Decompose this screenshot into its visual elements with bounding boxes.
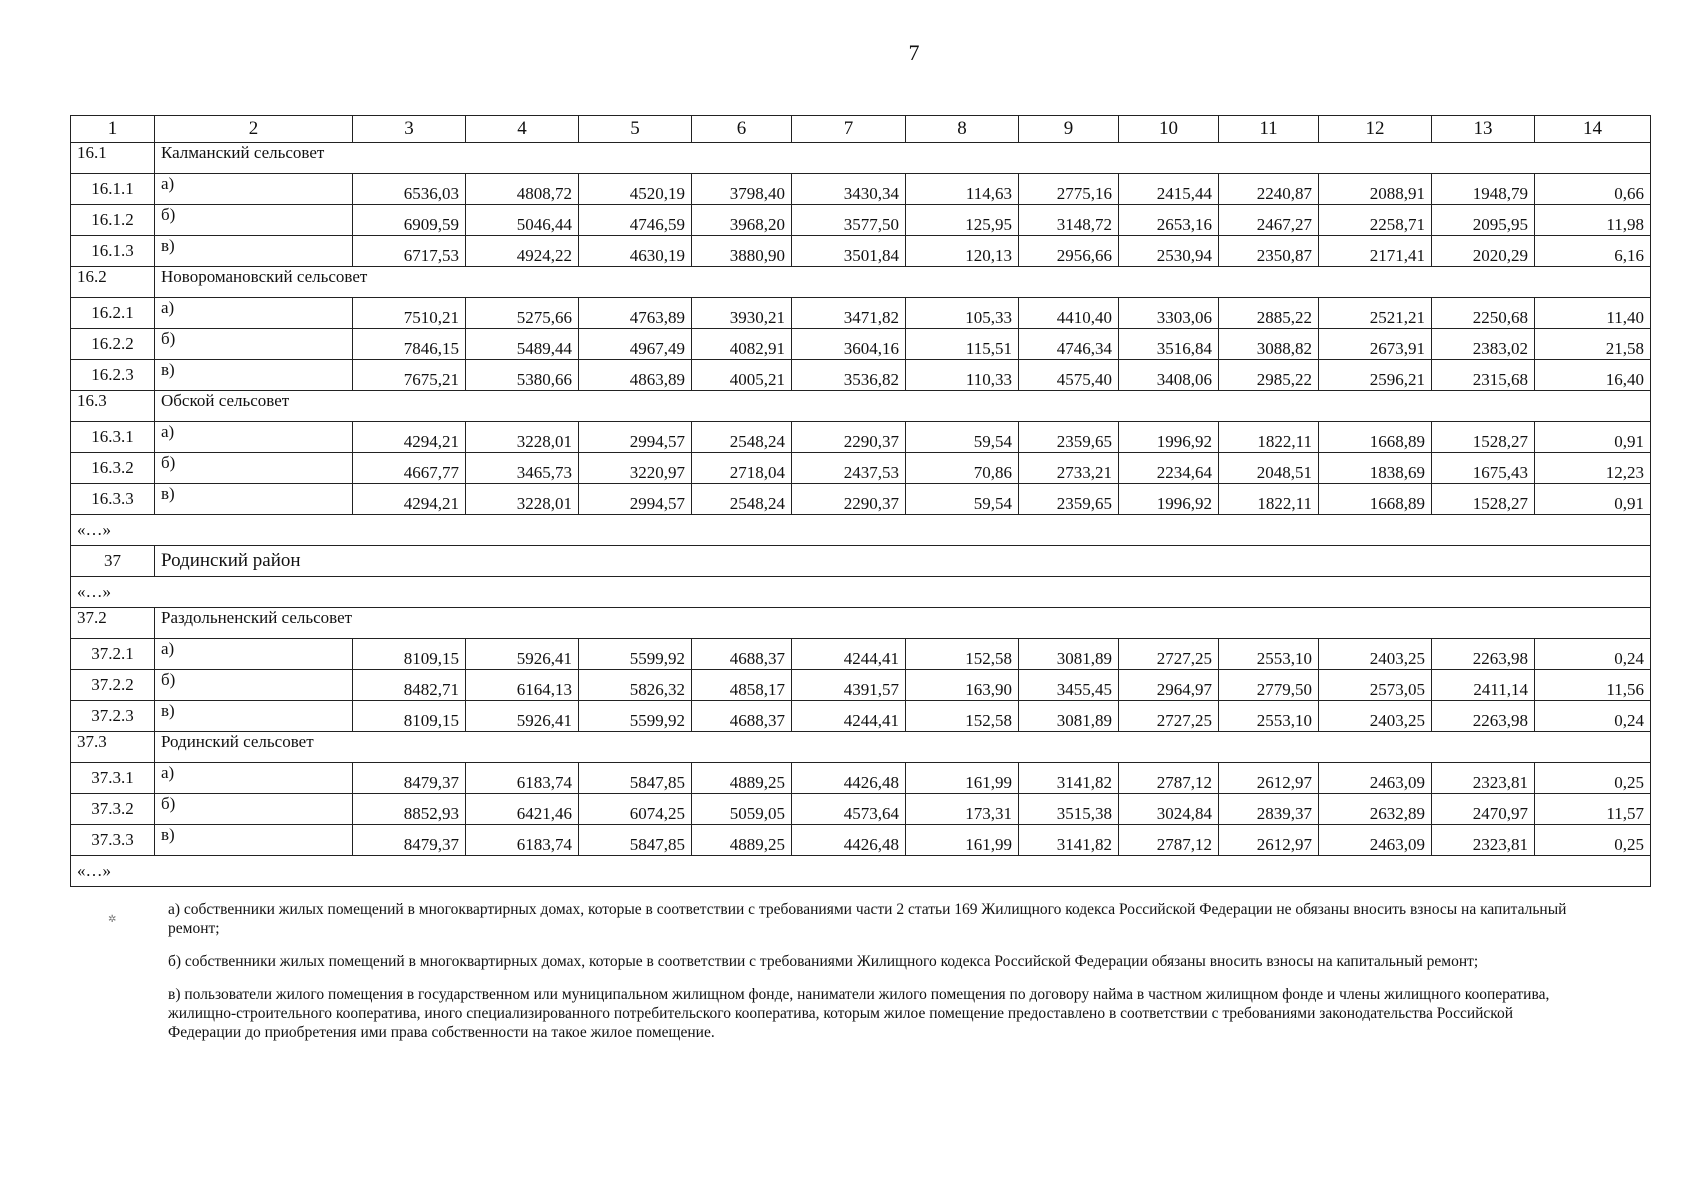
table-row xyxy=(71,360,1651,391)
table-row xyxy=(71,484,1651,515)
value-cell: 2290,37 xyxy=(792,422,906,453)
value-cell: 2240,87 xyxy=(1219,174,1319,205)
row-category-letter: в) xyxy=(155,236,353,267)
value-cell: 173,31 xyxy=(906,794,1019,825)
value-cell: 2171,41 xyxy=(1319,236,1432,267)
value-cell: 3303,06 xyxy=(1119,298,1219,329)
value-cell: 21,58 xyxy=(1535,329,1651,360)
value-cell: 8109,15 xyxy=(353,639,466,670)
footnote-c: в) пользователи жилого помещения в государственном или муниципальном жилищном фонде, наниматели жилого помещения по договору найма в частном жилищном фонде и члены жилищного кооператива, жилищно-строительного кооператива, иного специализированного потребительского кооператива, которым жилое помещение предоставлено в соответствии с требованиями законодательства Российской Федерации до приобретения ими права собственности на такое жилое помещение. xyxy=(168,986,1550,1041)
column-header: 1 xyxy=(71,116,155,143)
row-category-letter: а) xyxy=(155,422,353,453)
row-category-letter: а) xyxy=(155,174,353,205)
value-cell: 2885,22 xyxy=(1219,298,1319,329)
value-cell: 7846,15 xyxy=(353,329,466,360)
value-cell: 3516,84 xyxy=(1119,329,1219,360)
value-cell: 4763,89 xyxy=(579,298,692,329)
row-category-letter: а) xyxy=(155,298,353,329)
value-cell: 114,63 xyxy=(906,174,1019,205)
column-header: 3 xyxy=(353,116,466,143)
value-cell: 4808,72 xyxy=(466,174,579,205)
value-cell: 5599,92 xyxy=(579,701,692,732)
value-cell: 3604,16 xyxy=(792,329,906,360)
row-category-letter: а) xyxy=(155,763,353,794)
value-cell: 2985,22 xyxy=(1219,360,1319,391)
column-header: 11 xyxy=(1219,116,1319,143)
value-cell: 2718,04 xyxy=(692,453,792,484)
value-cell: 2383,02 xyxy=(1432,329,1535,360)
column-header: 2 xyxy=(155,116,353,143)
section-row xyxy=(71,267,1651,298)
value-cell: 4924,22 xyxy=(466,236,579,267)
value-cell: 2350,87 xyxy=(1219,236,1319,267)
value-cell: 2956,66 xyxy=(1019,236,1119,267)
value-cell: 3141,82 xyxy=(1019,763,1119,794)
value-cell: 5926,41 xyxy=(466,701,579,732)
value-cell: 1528,27 xyxy=(1432,422,1535,453)
value-cell: 1528,27 xyxy=(1432,484,1535,515)
value-cell: 1668,89 xyxy=(1319,484,1432,515)
row-code: 16.3.1 xyxy=(71,422,155,453)
value-cell: 5599,92 xyxy=(579,639,692,670)
value-cell: 2964,97 xyxy=(1119,670,1219,701)
value-cell: 2727,25 xyxy=(1119,639,1219,670)
value-cell: 4426,48 xyxy=(792,763,906,794)
value-cell: 3880,90 xyxy=(692,236,792,267)
value-cell: 5380,66 xyxy=(466,360,579,391)
section-code: 16.2 xyxy=(71,267,155,298)
value-cell: 8109,15 xyxy=(353,701,466,732)
footnote-a: а) собственники жилых помещений в многоквартирных домах, которые в соответствии с требованиями части 2 статьи 169 Жилищного кодекса Российской Федерации не обязаны вносить взносы на капитальный ремонт; xyxy=(168,901,1567,937)
row-category-letter: в) xyxy=(155,484,353,515)
table-row xyxy=(71,763,1651,794)
value-cell: 1822,11 xyxy=(1219,484,1319,515)
value-cell: 2787,12 xyxy=(1119,763,1219,794)
value-cell: 0,91 xyxy=(1535,422,1651,453)
value-cell: 5489,44 xyxy=(466,329,579,360)
column-header: 4 xyxy=(466,116,579,143)
tariff-table xyxy=(70,115,1651,887)
section-code: 37.3 xyxy=(71,732,155,763)
value-cell: 4858,17 xyxy=(692,670,792,701)
value-cell: 1668,89 xyxy=(1319,422,1432,453)
value-cell: 3148,72 xyxy=(1019,205,1119,236)
value-cell: 4082,91 xyxy=(692,329,792,360)
value-cell: 110,33 xyxy=(906,360,1019,391)
value-cell: 2020,29 xyxy=(1432,236,1535,267)
value-cell: 5826,32 xyxy=(579,670,692,701)
row-code: 37.3.3 xyxy=(71,825,155,856)
value-cell: 2403,25 xyxy=(1319,639,1432,670)
value-cell: 11,40 xyxy=(1535,298,1651,329)
district-row xyxy=(71,546,1651,577)
value-cell: 2632,89 xyxy=(1319,794,1432,825)
table-row xyxy=(71,670,1651,701)
column-header: 10 xyxy=(1119,116,1219,143)
district-name: Родинский район xyxy=(155,546,1651,577)
table-row xyxy=(71,639,1651,670)
value-cell: 0,24 xyxy=(1535,701,1651,732)
row-code: 16.2.1 xyxy=(71,298,155,329)
value-cell: 2323,81 xyxy=(1432,825,1535,856)
section-row xyxy=(71,608,1651,639)
value-cell: 2596,21 xyxy=(1319,360,1432,391)
value-cell: 8479,37 xyxy=(353,825,466,856)
value-cell: 2234,64 xyxy=(1119,453,1219,484)
value-cell: 2467,27 xyxy=(1219,205,1319,236)
value-cell: 5059,05 xyxy=(692,794,792,825)
value-cell: 3430,34 xyxy=(792,174,906,205)
row-category-letter: в) xyxy=(155,701,353,732)
value-cell: 11,56 xyxy=(1535,670,1651,701)
column-header: 13 xyxy=(1432,116,1535,143)
value-cell: 105,33 xyxy=(906,298,1019,329)
stray-mark: ✲ xyxy=(108,914,117,925)
row-category-letter: в) xyxy=(155,825,353,856)
section-name: Новоромановский сельсовет xyxy=(155,267,1651,298)
value-cell: 7510,21 xyxy=(353,298,466,329)
value-cell: 4294,21 xyxy=(353,422,466,453)
value-cell: 2994,57 xyxy=(579,422,692,453)
column-header: 14 xyxy=(1535,116,1651,143)
value-cell: 3471,82 xyxy=(792,298,906,329)
ellipsis-marker: «…» xyxy=(71,577,1651,608)
value-cell: 0,25 xyxy=(1535,763,1651,794)
value-cell: 11,57 xyxy=(1535,794,1651,825)
value-cell: 1996,92 xyxy=(1119,422,1219,453)
row-category-letter: б) xyxy=(155,205,353,236)
value-cell: 3228,01 xyxy=(466,484,579,515)
row-category-letter: в) xyxy=(155,360,353,391)
value-cell: 5847,85 xyxy=(579,763,692,794)
value-cell: 6421,46 xyxy=(466,794,579,825)
row-category-letter: а) xyxy=(155,639,353,670)
value-cell: 4410,40 xyxy=(1019,298,1119,329)
row-code: 16.3.3 xyxy=(71,484,155,515)
value-cell: 2359,65 xyxy=(1019,422,1119,453)
value-cell: 3024,84 xyxy=(1119,794,1219,825)
value-cell: 2733,21 xyxy=(1019,453,1119,484)
section-name: Раздольненский сельсовет xyxy=(155,608,1651,639)
row-code: 37.2.2 xyxy=(71,670,155,701)
value-cell: 2653,16 xyxy=(1119,205,1219,236)
table-row xyxy=(71,174,1651,205)
value-cell: 6183,74 xyxy=(466,825,579,856)
value-cell: 2359,65 xyxy=(1019,484,1119,515)
table-row xyxy=(71,298,1651,329)
row-code: 16.1.1 xyxy=(71,174,155,205)
value-cell: 4863,89 xyxy=(579,360,692,391)
value-cell: 1948,79 xyxy=(1432,174,1535,205)
value-cell: 6717,53 xyxy=(353,236,466,267)
value-cell: 120,13 xyxy=(906,236,1019,267)
table-row xyxy=(71,422,1651,453)
value-cell: 8479,37 xyxy=(353,763,466,794)
value-cell: 3455,45 xyxy=(1019,670,1119,701)
row-code: 37.3.1 xyxy=(71,763,155,794)
value-cell: 2727,25 xyxy=(1119,701,1219,732)
value-cell: 161,99 xyxy=(906,763,1019,794)
value-cell: 152,58 xyxy=(906,701,1019,732)
row-code: 16.2.2 xyxy=(71,329,155,360)
table-row xyxy=(71,236,1651,267)
value-cell: 1675,43 xyxy=(1432,453,1535,484)
section-code: 16.1 xyxy=(71,143,155,174)
row-category-letter: б) xyxy=(155,329,353,360)
value-cell: 2411,14 xyxy=(1432,670,1535,701)
table-row xyxy=(71,794,1651,825)
value-cell: 8482,71 xyxy=(353,670,466,701)
ellipsis-row xyxy=(71,515,1651,546)
value-cell: 4688,37 xyxy=(692,639,792,670)
value-cell: 2994,57 xyxy=(579,484,692,515)
value-cell: 2470,97 xyxy=(1432,794,1535,825)
value-cell: 2612,97 xyxy=(1219,763,1319,794)
value-cell: 4244,41 xyxy=(792,639,906,670)
value-cell: 4391,57 xyxy=(792,670,906,701)
column-header: 9 xyxy=(1019,116,1119,143)
value-cell: 5046,44 xyxy=(466,205,579,236)
value-cell: 3465,73 xyxy=(466,453,579,484)
ellipsis-marker: «…» xyxy=(71,856,1651,887)
value-cell: 7675,21 xyxy=(353,360,466,391)
value-cell: 163,90 xyxy=(906,670,1019,701)
value-cell: 70,86 xyxy=(906,453,1019,484)
value-cell: 6074,25 xyxy=(579,794,692,825)
value-cell: 11,98 xyxy=(1535,205,1651,236)
value-cell: 0,91 xyxy=(1535,484,1651,515)
value-cell: 5847,85 xyxy=(579,825,692,856)
row-code: 37.2.1 xyxy=(71,639,155,670)
value-cell: 4294,21 xyxy=(353,484,466,515)
column-header: 6 xyxy=(692,116,792,143)
value-cell: 2673,91 xyxy=(1319,329,1432,360)
value-cell: 1996,92 xyxy=(1119,484,1219,515)
value-cell: 4005,21 xyxy=(692,360,792,391)
row-category-letter: б) xyxy=(155,794,353,825)
value-cell: 0,24 xyxy=(1535,639,1651,670)
value-cell: 6909,59 xyxy=(353,205,466,236)
value-cell: 3501,84 xyxy=(792,236,906,267)
table-body xyxy=(71,143,1651,887)
row-code: 16.1.3 xyxy=(71,236,155,267)
column-header: 7 xyxy=(792,116,906,143)
value-cell: 2263,98 xyxy=(1432,701,1535,732)
value-cell: 5275,66 xyxy=(466,298,579,329)
value-cell: 8852,93 xyxy=(353,794,466,825)
section-row xyxy=(71,732,1651,763)
value-cell: 6164,13 xyxy=(466,670,579,701)
column-header: 5 xyxy=(579,116,692,143)
footnotes xyxy=(168,900,1588,1056)
section-code: 37.2 xyxy=(71,608,155,639)
value-cell: 4244,41 xyxy=(792,701,906,732)
value-cell: 3088,82 xyxy=(1219,329,1319,360)
value-cell: 59,54 xyxy=(906,422,1019,453)
value-cell: 1838,69 xyxy=(1319,453,1432,484)
value-cell: 2573,05 xyxy=(1319,670,1432,701)
section-row xyxy=(71,143,1651,174)
section-row xyxy=(71,391,1651,422)
value-cell: 4889,25 xyxy=(692,763,792,794)
value-cell: 2463,09 xyxy=(1319,825,1432,856)
value-cell: 2315,68 xyxy=(1432,360,1535,391)
value-cell: 2095,95 xyxy=(1432,205,1535,236)
value-cell: 2403,25 xyxy=(1319,701,1432,732)
value-cell: 4746,34 xyxy=(1019,329,1119,360)
table-row xyxy=(71,329,1651,360)
value-cell: 0,66 xyxy=(1535,174,1651,205)
value-cell: 2779,50 xyxy=(1219,670,1319,701)
footnote-b: б) собственники жилых помещений в многоквартирных домах, которые в соответствии с требованиями Жилищного кодекса Российской Федерации обязаны вносить взносы на капитальный ремонт; xyxy=(168,953,1479,970)
value-cell: 0,25 xyxy=(1535,825,1651,856)
value-cell: 3515,38 xyxy=(1019,794,1119,825)
ellipsis-row xyxy=(71,856,1651,887)
value-cell: 2048,51 xyxy=(1219,453,1319,484)
value-cell: 2290,37 xyxy=(792,484,906,515)
value-cell: 3798,40 xyxy=(692,174,792,205)
value-cell: 3408,06 xyxy=(1119,360,1219,391)
row-code: 16.2.3 xyxy=(71,360,155,391)
row-code: 16.3.2 xyxy=(71,453,155,484)
value-cell: 2437,53 xyxy=(792,453,906,484)
value-cell: 2415,44 xyxy=(1119,174,1219,205)
row-code: 37.3.2 xyxy=(71,794,155,825)
value-cell: 3536,82 xyxy=(792,360,906,391)
value-cell: 4630,19 xyxy=(579,236,692,267)
value-cell: 3220,97 xyxy=(579,453,692,484)
value-cell: 3228,01 xyxy=(466,422,579,453)
value-cell: 4575,40 xyxy=(1019,360,1119,391)
value-cell: 16,40 xyxy=(1535,360,1651,391)
table-row xyxy=(71,825,1651,856)
row-code: 37.2.3 xyxy=(71,701,155,732)
value-cell: 3141,82 xyxy=(1019,825,1119,856)
value-cell: 2521,21 xyxy=(1319,298,1432,329)
column-header: 8 xyxy=(906,116,1019,143)
section-name: Родинский сельсовет xyxy=(155,732,1651,763)
value-cell: 2530,94 xyxy=(1119,236,1219,267)
value-cell: 2258,71 xyxy=(1319,205,1432,236)
value-cell: 4889,25 xyxy=(692,825,792,856)
value-cell: 2553,10 xyxy=(1219,701,1319,732)
value-cell: 4520,19 xyxy=(579,174,692,205)
value-cell: 2553,10 xyxy=(1219,639,1319,670)
value-cell: 2787,12 xyxy=(1119,825,1219,856)
section-name: Калманский сельсовет xyxy=(155,143,1651,174)
ellipsis-row xyxy=(71,577,1651,608)
row-category-letter: б) xyxy=(155,670,353,701)
value-cell: 2088,91 xyxy=(1319,174,1432,205)
value-cell: 2612,97 xyxy=(1219,825,1319,856)
column-header: 12 xyxy=(1319,116,1432,143)
value-cell: 4667,77 xyxy=(353,453,466,484)
value-cell: 4573,64 xyxy=(792,794,906,825)
value-cell: 2548,24 xyxy=(692,484,792,515)
district-code: 37 xyxy=(71,546,155,577)
value-cell: 4688,37 xyxy=(692,701,792,732)
section-code: 16.3 xyxy=(71,391,155,422)
value-cell: 2775,16 xyxy=(1019,174,1119,205)
table-row xyxy=(71,701,1651,732)
value-cell: 4426,48 xyxy=(792,825,906,856)
value-cell: 3930,21 xyxy=(692,298,792,329)
value-cell: 6536,03 xyxy=(353,174,466,205)
value-cell: 152,58 xyxy=(906,639,1019,670)
value-cell: 2323,81 xyxy=(1432,763,1535,794)
value-cell: 3577,50 xyxy=(792,205,906,236)
value-cell: 3081,89 xyxy=(1019,639,1119,670)
value-cell: 3081,89 xyxy=(1019,701,1119,732)
value-cell: 59,54 xyxy=(906,484,1019,515)
value-cell: 2263,98 xyxy=(1432,639,1535,670)
value-cell: 12,23 xyxy=(1535,453,1651,484)
value-cell: 4746,59 xyxy=(579,205,692,236)
table-row xyxy=(71,453,1651,484)
value-cell: 2463,09 xyxy=(1319,763,1432,794)
row-category-letter: б) xyxy=(155,453,353,484)
table-header-row xyxy=(71,116,1651,143)
ellipsis-marker: «…» xyxy=(71,515,1651,546)
table-row xyxy=(71,205,1651,236)
value-cell: 161,99 xyxy=(906,825,1019,856)
value-cell: 6,16 xyxy=(1535,236,1651,267)
value-cell: 125,95 xyxy=(906,205,1019,236)
value-cell: 6183,74 xyxy=(466,763,579,794)
row-code: 16.1.2 xyxy=(71,205,155,236)
page-number: 7 xyxy=(908,40,920,65)
value-cell: 1822,11 xyxy=(1219,422,1319,453)
value-cell: 5926,41 xyxy=(466,639,579,670)
value-cell: 2548,24 xyxy=(692,422,792,453)
value-cell: 4967,49 xyxy=(579,329,692,360)
section-name: Обской сельсовет xyxy=(155,391,1651,422)
value-cell: 2250,68 xyxy=(1432,298,1535,329)
value-cell: 3968,20 xyxy=(692,205,792,236)
value-cell: 115,51 xyxy=(906,329,1019,360)
value-cell: 2839,37 xyxy=(1219,794,1319,825)
